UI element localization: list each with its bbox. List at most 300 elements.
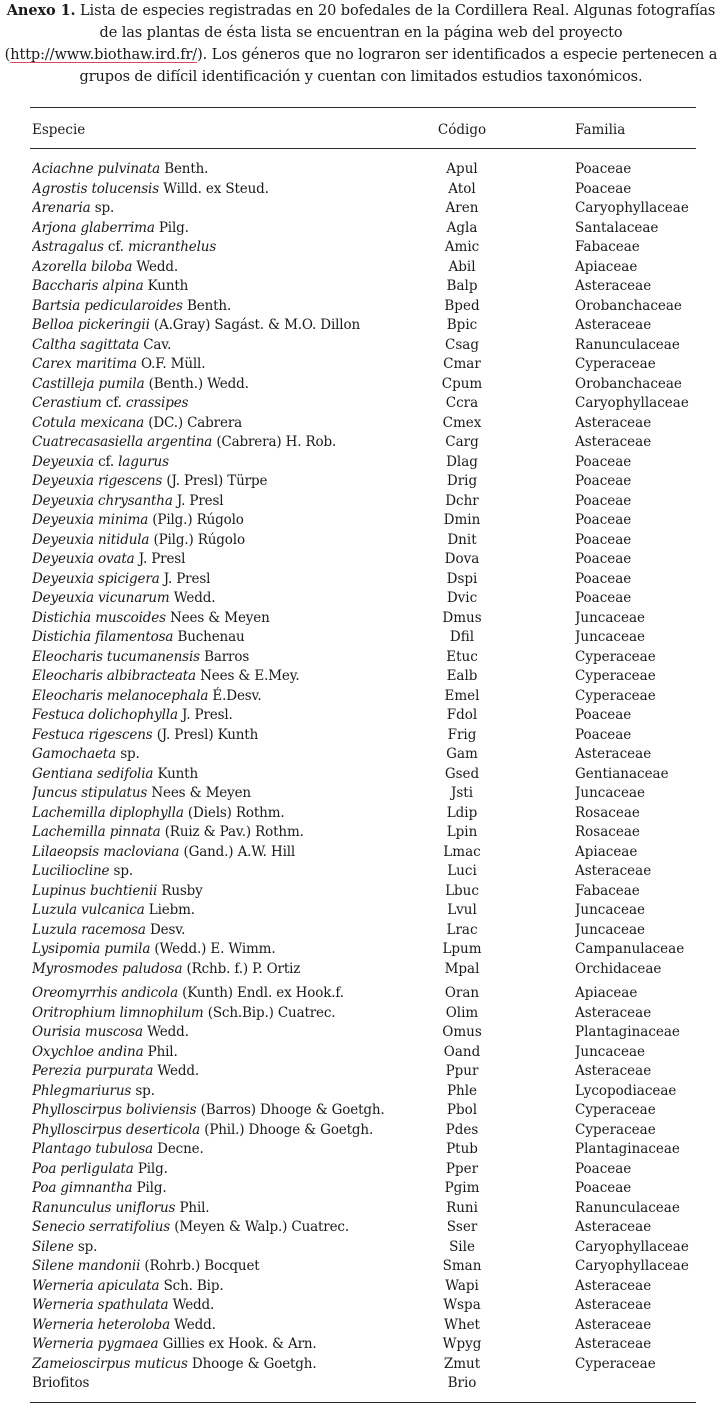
family-cell: Juncaceae — [575, 609, 645, 626]
code-cell: Fdol — [446, 707, 478, 723]
table-row — [0, 1023, 722, 1043]
species-cell — [32, 882, 430, 902]
species-authority: Wedd. — [136, 258, 179, 275]
species-authority: Wedd. — [147, 1024, 189, 1040]
species-cell — [32, 940, 430, 960]
species-authority: Buchenau — [177, 629, 245, 645]
species-cell — [32, 687, 430, 707]
table-row — [0, 199, 722, 219]
species-cell — [32, 1355, 430, 1375]
species-name: Belloa pickeringii — [32, 317, 150, 333]
code-cell: Cmar — [443, 356, 481, 372]
code-cell: Pper — [445, 1160, 479, 1177]
species-name: Arjona glaberrima — [32, 219, 155, 236]
table-row — [0, 1082, 722, 1102]
species-cell — [32, 960, 430, 980]
species-name: Ranunculus uniflorus — [32, 1199, 176, 1216]
family-cell: Plantaginaceae — [575, 1024, 680, 1040]
species-authority: (A.Gray) Sagást. & M.O. Dillon — [153, 317, 360, 333]
code-cell: Ptub — [446, 1141, 478, 1157]
table-row — [0, 1277, 722, 1297]
species-name: Oreomyrrhis andicola — [32, 985, 178, 1001]
table-row — [0, 1121, 722, 1141]
family-cell: Asteraceae — [575, 1219, 652, 1235]
table-row — [0, 160, 722, 180]
code-cell: Lbuc — [445, 882, 479, 899]
code-cell: Pgim — [444, 1180, 480, 1196]
table-row — [0, 550, 722, 570]
table-row — [0, 316, 722, 336]
table-header-rule — [30, 148, 696, 149]
species-name: Phylloscirpus deserticola — [32, 1121, 201, 1138]
table-row — [0, 726, 722, 746]
species-cell — [32, 219, 430, 239]
species-authority: (Barros) Dhooge & Goetgh. — [200, 1102, 385, 1118]
family-cell: Asteraceae — [575, 317, 652, 333]
species-cell — [32, 843, 430, 863]
species-authority: sp. — [77, 1238, 98, 1255]
family-cell: Ranunculaceae — [575, 1199, 680, 1216]
species-name: Luciliocline — [32, 863, 110, 879]
table-row — [0, 823, 722, 843]
code-cell: Cmex — [442, 414, 482, 431]
species-name: Oritrophium limnophilum — [32, 1004, 204, 1021]
species-cell — [32, 336, 430, 356]
table-row — [0, 609, 722, 629]
code-cell: Frig — [447, 726, 477, 743]
family-cell: Orobanchaceae — [575, 297, 682, 314]
table-row — [0, 667, 722, 687]
family-cell: Poaceae — [575, 1180, 632, 1196]
family-cell: Orchidaceae — [575, 960, 662, 977]
species-authority: (Pilg.) Rúgolo — [153, 531, 245, 548]
header-codigo: Código — [437, 122, 487, 138]
species-authority: Willd. ex Steud. — [163, 180, 269, 197]
table-row — [0, 355, 722, 375]
species-name: Cerastium — [32, 395, 102, 411]
species-name: Werneria apiculata — [32, 1277, 160, 1294]
species-authority: Phil. — [179, 1199, 210, 1216]
table-row — [0, 1199, 722, 1219]
table-caption — [0, 0, 722, 88]
family-cell: Campanulaceae — [575, 941, 685, 957]
species-authority: Liebm. — [148, 902, 195, 918]
code-cell: Dmus — [442, 609, 482, 626]
code-cell: Carg — [445, 434, 479, 450]
code-cell: Atol — [448, 180, 476, 197]
code-cell: Dmin — [443, 512, 481, 528]
code-cell: Dova — [444, 551, 480, 567]
code-cell: Omus — [442, 1024, 482, 1040]
family-cell: Juncaceae — [575, 629, 645, 645]
code-cell: Zmut — [443, 1355, 481, 1372]
code-cell: Wspa — [443, 1297, 481, 1313]
family-cell: Cyperaceae — [575, 648, 656, 665]
species-authority: (J. Presl) Türpe — [166, 473, 268, 489]
table-row — [0, 375, 722, 395]
species-cell — [32, 297, 430, 317]
species-name: Aciachne pulvinata — [32, 161, 161, 177]
code-cell: Gsed — [444, 765, 480, 782]
species-cell — [32, 745, 430, 765]
code-cell: Lvul — [447, 902, 477, 918]
species-authority: (Diels) Rothm. — [187, 804, 285, 821]
species-name: Poa gimnantha — [32, 1180, 133, 1196]
species-name: Oxychloe andina — [32, 1043, 144, 1060]
table-row — [0, 843, 722, 863]
species-cell — [32, 1374, 430, 1394]
code-cell: Pbol — [446, 1102, 478, 1118]
species-cell — [32, 1043, 430, 1063]
species-authority: cf. — [105, 395, 122, 411]
species-authority: (Benth.) Wedd. — [148, 375, 249, 392]
species-name: Astragalus — [32, 239, 104, 255]
family-cell: Fabaceae — [575, 882, 640, 899]
family-cell: Asteraceae — [575, 863, 652, 879]
table-row — [0, 1335, 722, 1355]
table-row — [0, 570, 722, 590]
species-cell — [32, 414, 430, 434]
family-cell: Asteraceae — [575, 278, 652, 294]
species-authority: (Phil.) Dhooge & Goetgh. — [204, 1121, 374, 1138]
code-cell: Drig — [446, 473, 478, 489]
species-name: Eleocharis tucumanensis — [32, 648, 200, 665]
table-row — [0, 784, 722, 804]
species-name: Gentiana sedifolia — [32, 765, 154, 782]
table-row — [0, 901, 722, 921]
code-cell: Apul — [446, 161, 478, 177]
family-cell: Poaceae — [575, 531, 632, 548]
table-row — [0, 258, 722, 278]
caption-text-start: Lista de especies registradas en 20 bofedales de la Cordillera Real. Algunas fotografías de las plantas de ésta lista se encuentran en la página web del proyecto ( — [4, 3, 716, 63]
species-name: Eleocharis albibracteata — [32, 668, 196, 684]
species-cell — [32, 160, 430, 180]
table-row — [0, 628, 722, 648]
species-authority: É.Desv. — [212, 687, 262, 704]
species-authority: Benth. — [164, 161, 209, 177]
species-authority: Nees & E.Mey. — [200, 668, 300, 684]
species-epithet: lagurus — [118, 453, 169, 470]
table-row — [0, 648, 722, 668]
table-row — [0, 336, 722, 356]
species-cell — [32, 862, 430, 882]
code-cell: Amic — [444, 239, 480, 255]
species-epithet: crassipes — [125, 395, 189, 411]
header-especie: Especie — [32, 122, 86, 138]
family-cell: Cyperaceae — [575, 1102, 656, 1118]
code-cell: Lrac — [446, 921, 478, 938]
family-cell: Cyperaceae — [575, 668, 656, 684]
family-cell: Asteraceae — [575, 746, 652, 762]
code-cell: Oand — [443, 1043, 481, 1060]
species-name: Castilleja pumila — [32, 375, 145, 392]
family-cell: Juncaceae — [575, 1043, 645, 1060]
species-authority: J. Presl. — [182, 707, 233, 723]
species-authority: Wedd. — [172, 1297, 215, 1313]
species-name: Zameioscirpus muticus — [32, 1355, 188, 1372]
species-cell — [32, 804, 430, 824]
family-cell: Apiaceae — [575, 258, 638, 275]
species-name: Lupinus buchtienii — [32, 882, 158, 899]
code-cell: Balp — [446, 278, 478, 294]
species-authority: (Pilg.) Rúgolo — [152, 512, 244, 528]
family-cell: Poaceae — [575, 707, 632, 723]
species-authority: J. Presl — [176, 492, 224, 509]
code-cell: Emel — [444, 687, 480, 704]
species-authority: Nees & Meyen — [151, 785, 251, 801]
species-cell — [32, 277, 430, 297]
family-cell: Poaceae — [575, 161, 632, 177]
species-cell — [32, 765, 430, 785]
code-cell: Dspi — [446, 570, 478, 587]
species-cell — [32, 823, 430, 843]
species-name: Azorella biloba — [32, 258, 133, 275]
species-cell — [32, 355, 430, 375]
table-row — [0, 706, 722, 726]
species-cell — [32, 1238, 430, 1258]
species-authority: Pilg. — [136, 1180, 167, 1196]
species-name: Werneria heteroloba — [32, 1316, 170, 1333]
species-authority: (Cabrera) H. Rob. — [216, 434, 337, 450]
code-cell: Whet — [444, 1316, 480, 1333]
species-cell — [32, 258, 430, 278]
table-top-rule — [30, 107, 696, 108]
code-cell: Dnit — [447, 531, 477, 548]
family-cell: Poaceae — [575, 492, 632, 509]
species-cell — [32, 375, 430, 395]
species-name: Cotula mexicana — [32, 414, 145, 431]
table-row — [0, 472, 722, 492]
species-cell — [32, 316, 430, 336]
family-cell: Asteraceae — [575, 434, 652, 450]
family-cell: Caryophyllaceae — [575, 395, 689, 411]
species-name: Baccharis alpina — [32, 278, 144, 294]
code-cell: Lpum — [442, 941, 482, 957]
species-name: Arenaria — [32, 200, 91, 216]
species-name: Festuca dolichophylla — [32, 707, 178, 723]
species-authority: Pilg. — [158, 219, 189, 236]
family-cell: Caryophyllaceae — [575, 1258, 689, 1274]
code-cell: Aren — [445, 200, 479, 216]
species-name: Lachemilla diplophylla — [32, 804, 184, 821]
table-row — [0, 960, 722, 980]
family-cell: Plantaginaceae — [575, 1141, 680, 1157]
family-cell: Fabaceae — [575, 239, 640, 255]
species-cell — [32, 589, 430, 609]
species-authority: (Wedd.) E. Wimm. — [154, 941, 276, 957]
table-row — [0, 414, 722, 434]
code-cell: Jsti — [450, 785, 474, 801]
table-row — [0, 531, 722, 551]
table-row — [0, 1101, 722, 1121]
species-cell — [32, 199, 430, 219]
family-cell: Poaceae — [575, 473, 632, 489]
species-authority: O.F. Müll. — [141, 356, 206, 372]
family-cell: Rosaceae — [575, 824, 640, 840]
table-row — [0, 180, 722, 200]
species-name: Deyeuxia chrysantha — [32, 492, 173, 509]
code-cell: Wapi — [445, 1277, 479, 1294]
table-row — [0, 589, 722, 609]
species-cell — [32, 472, 430, 492]
species-name: Lachemilla pinnata — [32, 824, 161, 840]
species-name: Juncus stipulatus — [32, 785, 148, 801]
species-authority: (DC.) Cabrera — [148, 414, 243, 431]
species-cell — [32, 667, 430, 687]
species-cell — [32, 570, 430, 590]
species-name: Gamochaeta — [32, 746, 117, 762]
species-cell — [32, 238, 430, 258]
species-cell — [32, 1062, 430, 1082]
species-authority: Wedd. — [157, 1063, 199, 1079]
species-cell — [32, 648, 430, 668]
species-cell — [32, 1277, 430, 1297]
code-cell: Sile — [449, 1238, 475, 1255]
table-row — [0, 804, 722, 824]
species-cell — [32, 511, 430, 531]
code-cell: Runi — [446, 1199, 478, 1216]
family-cell: Poaceae — [575, 551, 632, 567]
species-authority: Phil. — [147, 1043, 178, 1060]
family-cell: Asteraceae — [575, 1277, 652, 1294]
code-cell: Lpin — [446, 824, 478, 840]
species-authority: Nees & Meyen — [170, 609, 270, 626]
species-cell — [32, 453, 430, 473]
table-row — [0, 984, 722, 1004]
family-cell: Caryophyllaceae — [575, 200, 689, 216]
caption-label: Anexo 1. — [6, 2, 76, 19]
species-cell — [32, 726, 430, 746]
code-cell: Olim — [445, 1004, 479, 1021]
species-name: Senecio serratifolius — [32, 1219, 171, 1235]
species-name: Caltha sagittata — [32, 336, 140, 353]
species-cell — [32, 1218, 430, 1238]
species-name: Lysipomia pumila — [32, 941, 151, 957]
family-cell: Ranunculaceae — [575, 336, 680, 353]
table-row — [0, 1218, 722, 1238]
project-website-link[interactable]: http://www.biothaw.ird.fr/ — [10, 47, 198, 63]
family-cell: Orobanchaceae — [575, 375, 682, 392]
code-cell: Etuc — [446, 648, 478, 665]
code-cell: Ppur — [445, 1063, 479, 1079]
table-row — [0, 940, 722, 960]
species-name: Phylloscirpus boliviensis — [32, 1102, 197, 1118]
code-cell: Sman — [442, 1258, 482, 1274]
family-cell: Poaceae — [575, 590, 632, 606]
species-authority: (Ruiz & Pav.) Rothm. — [164, 824, 304, 840]
species-authority: (Gand.) A.W. Hill — [183, 843, 296, 860]
species-epithet: micranthelus — [127, 239, 217, 255]
header-familia: Familia — [575, 122, 626, 138]
family-cell: Poaceae — [575, 180, 632, 197]
species-name: Distichia muscoides — [32, 609, 166, 626]
species-name: Bartsia pedicularoides — [32, 297, 183, 314]
family-cell: Cyperaceae — [575, 687, 656, 704]
code-cell: Ccra — [445, 395, 479, 411]
species-name: Perezia purpurata — [32, 1063, 154, 1079]
species-cell — [32, 1101, 430, 1121]
family-cell: Cyperaceae — [575, 356, 656, 372]
species-authority: (Meyen & Walp.) Cuatrec. — [174, 1219, 349, 1235]
species-cell — [32, 921, 430, 941]
table-row — [0, 882, 722, 902]
species-cell — [32, 784, 430, 804]
species-name: Myrosmodes paludosa — [32, 960, 183, 977]
code-cell: Bpic — [446, 317, 478, 333]
family-cell: Juncaceae — [575, 921, 645, 938]
species-authority: Cav. — [143, 336, 172, 353]
species-name: Deyeuxia — [32, 453, 94, 470]
table-row — [0, 745, 722, 765]
table-row — [0, 1062, 722, 1082]
species-cell — [32, 394, 430, 414]
species-cell — [32, 1199, 430, 1219]
species-name: Agrostis tolucensis — [32, 180, 159, 197]
code-cell: Brio — [447, 1375, 477, 1391]
species-authority: Gillies ex Hook. & Arn. — [162, 1336, 317, 1352]
code-cell: Luci — [447, 863, 477, 879]
family-cell: Poaceae — [575, 1160, 632, 1177]
species-authority: Kunth — [157, 765, 198, 782]
table-row — [0, 433, 722, 453]
species-cell — [32, 1296, 430, 1316]
code-cell: Abil — [448, 258, 476, 275]
family-cell: Gentianaceae — [575, 765, 669, 782]
species-cell — [32, 492, 430, 512]
species-name: Eleocharis melanocephala — [32, 687, 209, 704]
code-cell: Dchr — [445, 492, 479, 509]
table-row — [0, 687, 722, 707]
family-cell: Poaceae — [575, 726, 632, 743]
code-cell: Agla — [446, 219, 478, 236]
species-name: Cuatrecasasiella argentina — [32, 434, 213, 450]
species-cell — [32, 609, 430, 629]
species-name: Deyeuxia rigescens — [32, 473, 163, 489]
species-cell — [32, 550, 430, 570]
family-cell: Cyperaceae — [575, 1355, 656, 1372]
species-cell — [32, 1335, 430, 1355]
code-cell: Cpum — [441, 375, 483, 392]
species-authority: sp. — [94, 200, 115, 216]
species-cell — [32, 984, 430, 1004]
species-cell — [32, 1023, 430, 1043]
code-cell: Sser — [446, 1219, 478, 1235]
code-cell: Gam — [446, 746, 478, 762]
species-authority: Briofitos — [32, 1375, 90, 1391]
table-row — [0, 765, 722, 785]
species-name: Festuca rigescens — [32, 726, 153, 743]
species-name: Luzula racemosa — [32, 921, 146, 938]
species-name: Poa perligulata — [32, 1160, 134, 1177]
species-authority: Wedd. — [173, 590, 216, 606]
family-cell: Apiaceae — [575, 843, 638, 860]
family-cell: Asteraceae — [575, 1316, 652, 1333]
table-row — [0, 1238, 722, 1258]
code-cell: Mpal — [444, 960, 480, 977]
code-cell: Dfil — [449, 629, 475, 645]
species-authority: sp. — [113, 863, 133, 879]
species-authority: (Rohrb.) Bocquet — [144, 1258, 260, 1274]
family-cell: Santalaceae — [575, 219, 659, 236]
species-authority: Barros — [204, 648, 250, 665]
species-cell — [32, 1179, 430, 1199]
family-cell: Asteraceae — [575, 1004, 652, 1021]
table-row — [0, 394, 722, 414]
species-name: Silene — [32, 1238, 74, 1255]
species-cell — [32, 901, 430, 921]
species-name: Deyeuxia vicunarum — [32, 590, 170, 606]
species-cell — [32, 1082, 430, 1102]
